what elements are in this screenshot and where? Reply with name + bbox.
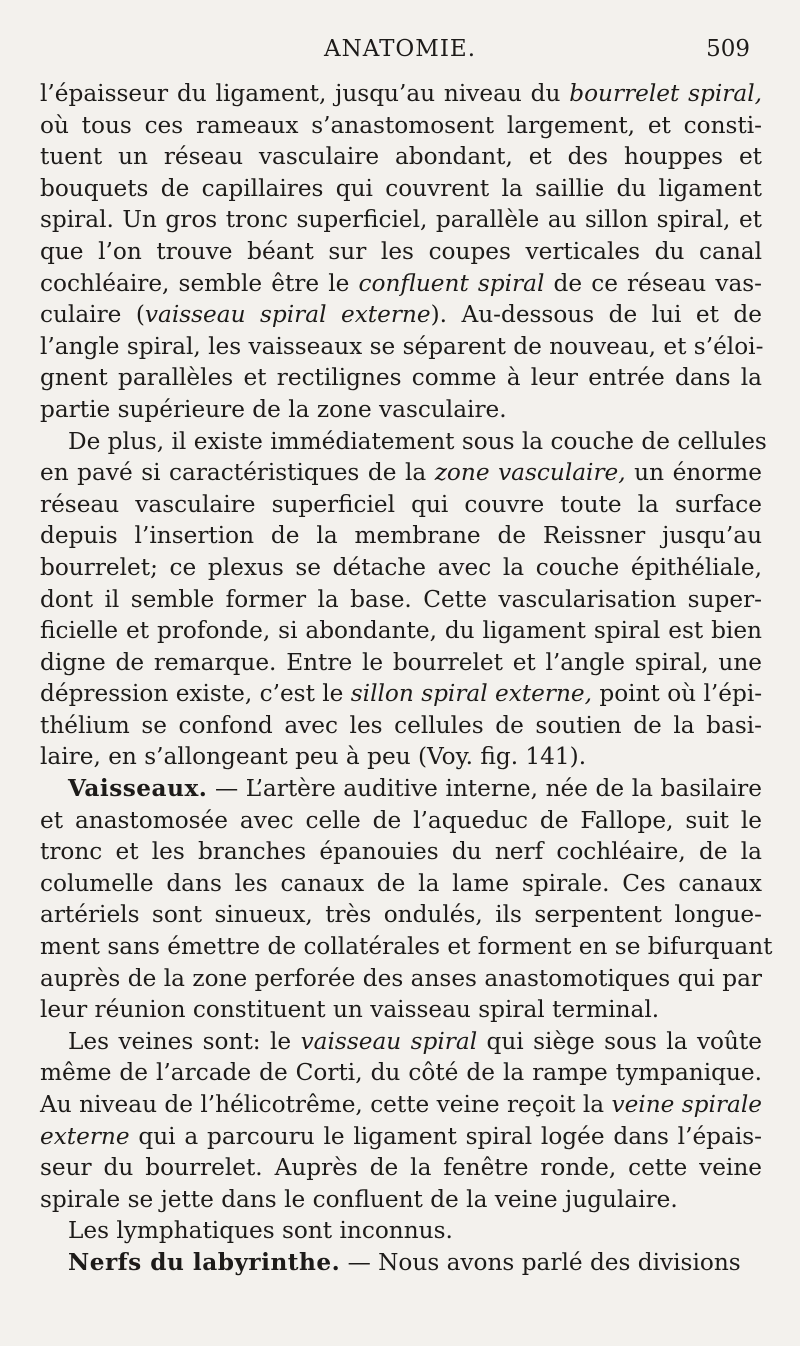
paragraph [40,78,762,426]
text-line: où tous ces rameaux s’anastomosent largement, et consti- [40,111,762,139]
text-line: depuis l’insertion de la membrane de Reissner jusqu’au [40,522,762,550]
text-line: seur du bourrelet. Auprès de la fenêtre ronde, cette veine [40,1154,762,1182]
text-line: dépression existe, c’est le sillon spiral externe, point où l’épi- [40,680,763,708]
text-line: dont il semble former la base. Cette vascularisation super- [40,585,762,613]
italic-term: confluent spiral [358,269,545,297]
text-line: leur réunion constituent un vaisseau spiral terminal. [40,996,660,1024]
text-line: en pavé si caractéristiques de la zone vasculaire, un énorme [40,459,762,487]
text-line: Au niveau de l’hélicotrême, cette veine reçoit la veine spirale [40,1091,762,1118]
paragraph [40,773,773,1026]
italic-term: vaisseau spiral [300,1027,478,1055]
paragraph [40,1215,762,1247]
italic-term: bourrelet spiral, [569,80,762,107]
text-line: laire, en s’allongeant peu à peu (Voy. fig. 141). [40,743,587,771]
running-head: ANATOMIE. [323,36,477,62]
italic-term: externe [40,1122,130,1150]
page-number: 509 [706,36,750,62]
italic-term: zone vasculaire, [434,459,626,487]
text-line: externe qui a parcouru le ligament spiral logée dans l’épais- [40,1122,762,1150]
text-line: ment sans émettre de collatérales et forment en se bifurquant [40,933,773,961]
text-line: bourrelet; ce plexus se détache avec la couche épithéliale, [40,553,762,581]
section-heading: Nerfs du labyrinthe. [68,1248,341,1276]
text-line: De plus, il existe immédiatement sous la couche de cellules [68,427,767,455]
text-line: ficielle et profonde, si abondante, du ligament spiral est bien [40,617,762,645]
italic-term: vaisseau spiral externe [144,301,431,329]
text-line: columelle dans les canaux de la lame spirale. Ces canaux [40,869,762,897]
paragraph [40,426,767,774]
text-line: l’angle spiral, les vaisseaux se séparent de nouveau, et s’éloi- [40,332,764,360]
text-line: cochléaire, semble être le confluent spiral de ce réseau vas- [40,269,763,297]
text-line: spiral. Un gros tronc superficiel, parallèle au sillon spiral, et [40,206,762,234]
body-text [40,78,773,1279]
text-line: l’épaisseur du ligament, jusqu’au niveau du bourrelet spiral, [40,80,762,107]
paragraph [40,1026,762,1216]
text-line: spirale se jette dans le confluent de la veine jugulaire. [40,1185,678,1213]
text-line: réseau vasculaire superficiel qui couvre toute la surface [40,490,762,518]
text-line: Nerfs du labyrinthe. — Nous avons parlé des divisions [68,1248,741,1276]
text-line: bouquets de capillaires qui couvrent la saillie du ligament [40,174,762,202]
text-line: Vaisseaux. — L’artère auditive interne, née de la basilaire [68,775,762,803]
text-line: et anastomosée avec celle de l’aqueduc de Fallope, suit le [40,806,762,834]
text-line: digne de remarque. Entre le bourrelet et l’angle spiral, une [40,648,762,676]
text-line: que l’on trouve béant sur les coupes verticales du canal [40,237,762,265]
text-line: auprès de la zone perforée des anses anastomotiques qui par [40,964,762,992]
text-line: thélium se confond avec les cellules de soutien de la basi- [40,711,762,739]
text-line: Les veines sont: le vaisseau spiral qui siège sous la voûte [68,1027,762,1055]
text-line: gnent parallèles et rectilignes comme à leur entrée dans la [40,364,762,392]
text-line: culaire (vaisseau spiral externe). Au-dessous de lui et de [40,301,762,329]
italic-term: sillon spiral externe, [350,680,592,708]
italic-term: veine spirale [611,1091,762,1118]
text-line: partie supérieure de la zone vasculaire. [40,395,507,423]
text-line: tuent un réseau vasculaire abondant, et des houppes et [40,143,762,171]
text-line: Les lymphatiques sont inconnus. [68,1217,453,1245]
text-line: même de l’arcade de Corti, du côté de la rampe tympanique. [40,1059,762,1087]
text-line: artériels sont sinueux, très ondulés, ils serpentent longue- [40,901,762,929]
text-line: tronc et les branches épanouies du nerf cochléaire, de la [40,838,762,866]
section-heading: Vaisseaux. [68,775,208,803]
page-header [40,30,760,70]
paragraph [40,1247,762,1279]
